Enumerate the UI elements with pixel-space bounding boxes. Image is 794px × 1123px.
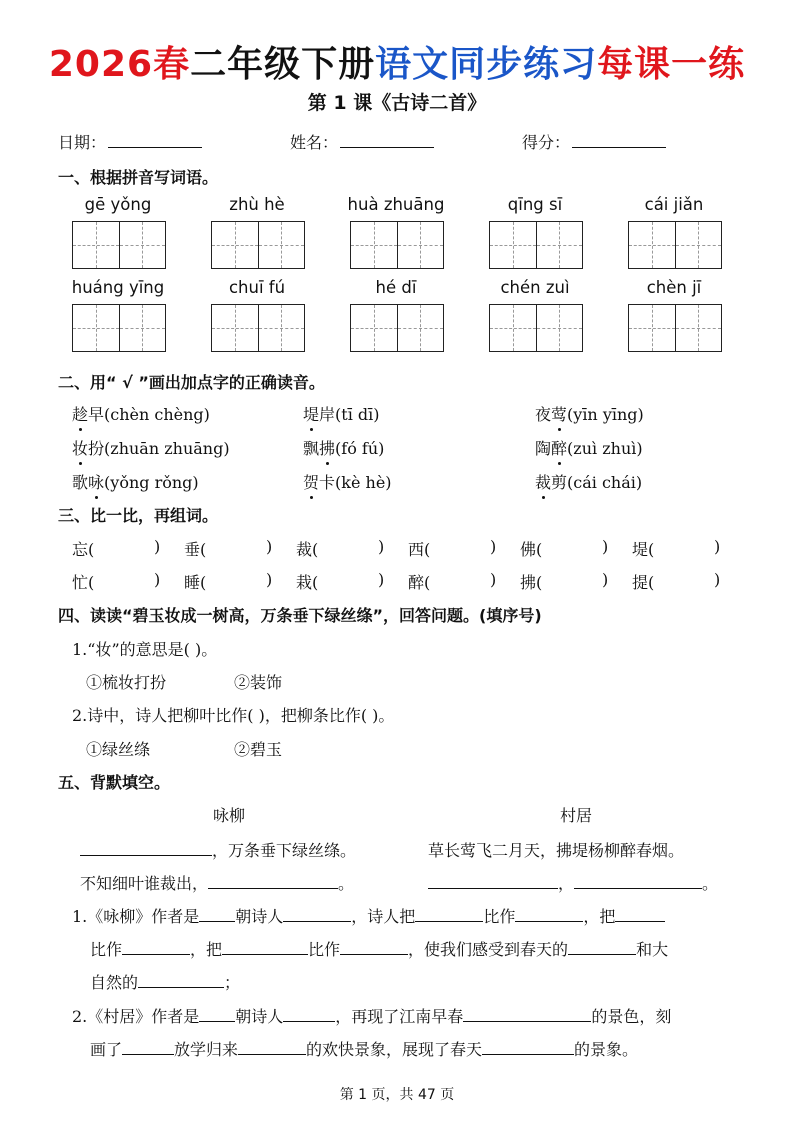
pronunciation-item[interactable]	[535, 436, 643, 459]
close-paren: )	[266, 570, 273, 589]
page-title	[0, 36, 794, 87]
line-text: ，万条垂下绿丝绦。	[212, 841, 357, 860]
pronunciation-item[interactable]	[72, 436, 230, 459]
blank[interactable]	[515, 907, 583, 922]
writing-grid[interactable]	[72, 221, 166, 269]
item-text: 醉(	[408, 573, 431, 592]
close-paren: )	[378, 570, 385, 589]
pinyin-label: huáng yīng	[71, 278, 165, 297]
blank[interactable]	[428, 874, 558, 889]
blank[interactable]	[222, 940, 308, 955]
pinyin-label: qīng sī	[507, 195, 563, 214]
item-text: 提(	[632, 573, 655, 592]
blank[interactable]	[80, 841, 212, 856]
blank[interactable]	[122, 1040, 174, 1055]
line-text: ，	[558, 874, 575, 893]
blank[interactable]	[283, 1007, 335, 1022]
blank[interactable]	[415, 907, 483, 922]
close-paren: )	[154, 570, 161, 589]
item-text: 岸(tī dī)	[319, 405, 380, 424]
item-text: 早(chèn chèng)	[88, 405, 210, 424]
section-3-heading: 三、比一比，再组词。	[58, 506, 219, 525]
writing-grid[interactable]	[628, 304, 722, 352]
line-text: 比作	[308, 940, 341, 959]
close-paren: )	[378, 537, 385, 556]
writing-grid[interactable]	[350, 221, 444, 269]
line-text: ，再现了江南早春	[335, 1007, 464, 1026]
line-text: 和大	[636, 940, 669, 959]
close-paren: )	[714, 537, 721, 556]
close-paren: )	[266, 537, 273, 556]
line-text: ；	[224, 973, 241, 992]
word-compare-item[interactable]	[520, 537, 542, 560]
item-text: (yīn yīng)	[567, 405, 644, 424]
line-text: ，诗人把	[351, 907, 416, 926]
section-1-heading: 一、根据拼音写词语。	[58, 168, 219, 187]
dotted-char: 咏	[88, 470, 104, 493]
item-text: 栽(	[296, 573, 319, 592]
pronunciation-item[interactable]	[303, 470, 392, 493]
option: ②装饰	[234, 673, 283, 692]
pinyin-label: chén zuì	[500, 278, 570, 297]
word-compare-item[interactable]	[296, 570, 318, 593]
blank[interactable]	[615, 907, 665, 922]
item-text: 垂(	[184, 540, 207, 559]
blank[interactable]	[238, 1040, 306, 1055]
line-text: 画了	[90, 1040, 123, 1059]
blank[interactable]	[199, 1007, 235, 1022]
title-subject: 语文同步练习	[375, 44, 598, 85]
name-blank[interactable]	[340, 133, 434, 148]
item-text: (zuì zhuì)	[567, 439, 643, 458]
item-text: (fó fú)	[335, 439, 385, 458]
line-text: 朝诗人	[235, 1007, 284, 1026]
item-text: 飘	[303, 439, 320, 458]
fill-question-1[interactable]	[72, 904, 665, 927]
pinyin-label: gē yǒng	[84, 195, 152, 214]
score-blank[interactable]	[572, 133, 666, 148]
section-4-heading: 四、读读“碧玉妆成一树高，万条垂下绿丝绦”，回答问题。(填序号)	[58, 606, 542, 625]
item-text: 拂(	[520, 573, 543, 592]
lesson-subtitle: 第 1 课《古诗二首》	[307, 92, 487, 114]
word-compare-item[interactable]	[184, 537, 206, 560]
title-year: 2026春	[48, 44, 191, 85]
writing-grid[interactable]	[628, 221, 722, 269]
writing-grid[interactable]	[489, 221, 583, 269]
blank[interactable]	[199, 907, 235, 922]
item-text: 西(	[408, 540, 431, 559]
close-paren: )	[154, 537, 161, 556]
line-text: 不知细叶谁裁出，	[80, 874, 209, 893]
close-paren: )	[602, 537, 609, 556]
section-2-heading: 二、用“ √ ”画出加点字的正确读音。	[58, 373, 325, 392]
pronunciation-item[interactable]	[303, 402, 380, 425]
line-text: 比作	[90, 940, 123, 959]
item-text: 忙(	[72, 573, 95, 592]
dotted-char: 趁	[72, 402, 88, 425]
item-text: 扮(zhuān zhuāng)	[88, 439, 230, 458]
pinyin-label: huà zhuāng	[347, 195, 445, 214]
poem-line[interactable]	[80, 871, 354, 894]
word-compare-item[interactable]	[72, 537, 94, 560]
line-text: ，把	[583, 907, 616, 926]
option: ①绿丝绦	[86, 740, 151, 759]
item-text: 堤(	[632, 540, 655, 559]
word-compare-item[interactable]	[520, 570, 542, 593]
item-text: 佛(	[520, 540, 543, 559]
line-text: 自然的	[90, 973, 139, 992]
word-compare-item[interactable]	[296, 537, 318, 560]
title-tail: 每课一练	[597, 44, 746, 85]
line-text: ，使我们感受到春天的	[408, 940, 569, 959]
blank[interactable]	[463, 1007, 591, 1022]
item-text: 剪(cái chái)	[551, 473, 643, 492]
line-text: 1.《咏柳》作者是	[72, 907, 200, 926]
score-field[interactable]	[522, 130, 666, 153]
dotted-char: 裁	[535, 470, 551, 493]
dotted-char: 堤	[303, 402, 319, 425]
close-paren: )	[490, 570, 497, 589]
pinyin-label: chèn jī	[646, 278, 702, 297]
blank[interactable]	[574, 874, 702, 889]
date-blank[interactable]	[108, 133, 202, 148]
line-text: ，把	[190, 940, 223, 959]
blank[interactable]	[208, 874, 338, 889]
date-label: 日期：	[58, 133, 107, 152]
line-text: 朝诗人	[235, 907, 284, 926]
item-text: 卡(kè hè)	[319, 473, 392, 492]
close-paren: )	[602, 570, 609, 589]
word-compare-item[interactable]	[408, 537, 430, 560]
item-text: 陶	[535, 439, 552, 458]
pronunciation-item[interactable]	[72, 470, 199, 493]
dotted-char: 醉	[551, 436, 567, 459]
title-grade: 二年级下册	[190, 44, 376, 85]
page-footer: 第 1 页，共 47 页	[339, 1087, 455, 1103]
poem-line[interactable]	[80, 838, 356, 861]
line-text: 。	[338, 874, 355, 893]
line-text: 的景色，刻	[591, 1007, 672, 1026]
blank[interactable]	[283, 907, 351, 922]
line-text: 2.《村居》作者是	[72, 1007, 200, 1026]
pinyin-label: cái jiǎn	[644, 195, 704, 214]
poem-line[interactable]	[428, 871, 718, 894]
close-paren: )	[714, 570, 721, 589]
close-paren: )	[490, 537, 497, 556]
item-text: 歌	[72, 473, 89, 492]
line-text: 的景象。	[574, 1040, 639, 1059]
date-field[interactable]	[58, 130, 202, 153]
dotted-char: 贺	[303, 470, 319, 493]
fill-question-2-cont[interactable]	[90, 1037, 638, 1060]
poem-title: 咏柳	[213, 806, 246, 825]
pinyin-label: chuī fú	[228, 278, 286, 297]
writing-grid[interactable]	[350, 304, 444, 352]
writing-grid[interactable]	[489, 304, 583, 352]
blank[interactable]	[340, 940, 408, 955]
pronunciation-item[interactable]	[535, 470, 642, 493]
poem-title: 村居	[560, 806, 593, 825]
word-compare-item[interactable]	[408, 570, 430, 593]
item-text: (yǒng rǒng)	[104, 473, 199, 492]
option: ①梳妆打扮	[86, 673, 167, 692]
writing-grid[interactable]	[72, 304, 166, 352]
line-text: 放学归来	[174, 1040, 239, 1059]
pronunciation-item[interactable]	[72, 402, 210, 425]
dotted-char: 拂	[319, 436, 335, 459]
blank[interactable]	[568, 940, 636, 955]
word-compare-item[interactable]	[632, 537, 654, 560]
writing-grid[interactable]	[211, 304, 305, 352]
line-text: 的欢快景象，展现了春天	[306, 1040, 483, 1059]
word-compare-item[interactable]	[184, 570, 206, 593]
item-text: 睡(	[184, 573, 207, 592]
section-5-heading: 五、背默填空。	[58, 773, 171, 792]
item-text: 夜	[535, 405, 552, 424]
dotted-char: 莺	[551, 402, 567, 425]
dotted-char: 妆	[72, 436, 88, 459]
pinyin-label: hé dī	[375, 278, 417, 297]
option: ②碧玉	[234, 740, 283, 759]
item-text: 裁(	[296, 540, 319, 559]
item-text: 忘(	[72, 540, 95, 559]
name-field[interactable]	[290, 130, 434, 153]
line-text: 比作	[483, 907, 516, 926]
blank[interactable]	[122, 940, 190, 955]
line-text: 。	[702, 874, 719, 893]
fill-question-1-cont[interactable]	[90, 937, 668, 960]
name-label: 姓名：	[290, 133, 339, 152]
poem-line: 草长莺飞二月天，拂堤杨柳醉春烟。	[428, 841, 685, 860]
pronunciation-item[interactable]	[303, 436, 384, 459]
question-2[interactable]: 2.诗中，诗人把柳叶比作( )，把柳条比作( )。	[72, 706, 395, 725]
fill-question-2[interactable]	[72, 1004, 671, 1027]
word-compare-item[interactable]	[632, 570, 654, 593]
pinyin-label: zhù hè	[229, 195, 285, 214]
question-1[interactable]: 1.“妆”的意思是( )。	[72, 640, 218, 659]
pronunciation-item[interactable]	[535, 402, 644, 425]
word-compare-item[interactable]	[72, 570, 94, 593]
blank[interactable]	[138, 973, 224, 988]
writing-grid[interactable]	[211, 221, 305, 269]
score-label: 得分：	[522, 133, 571, 152]
blank[interactable]	[482, 1040, 574, 1055]
fill-question-1-cont[interactable]	[90, 970, 240, 993]
